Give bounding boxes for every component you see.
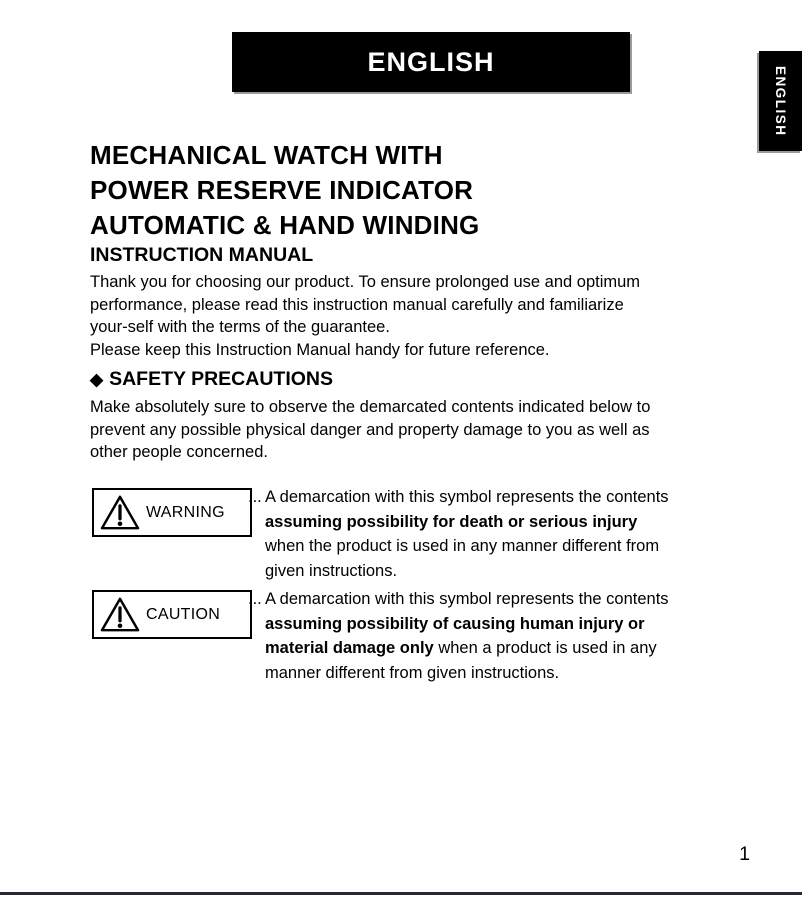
intro-paragraph [90,271,640,361]
warning-description [248,485,768,583]
footer-rule [0,892,802,895]
warning-label: WARNING [146,503,225,521]
page-title-line: AUTOMATIC & HAND WINDING [90,210,480,240]
safety-precautions-heading [90,368,333,391]
caution-text-line-mixed [265,636,768,661]
diamond-bullet-icon: ◆ [90,370,104,389]
warning-text-line: A demarcation with this symbol represents the contents [265,488,669,506]
body-text-line: Thank you for choosing our product. To ensure prolonged use and optimum [90,273,641,291]
caution-text-line: manner different from given instructions. [265,663,560,682]
caution-text-line: A demarcation with this symbol represents the contents [265,590,669,608]
warning-text-line-bold: assuming possibility for death or serious injury [265,512,638,531]
warning-description-lines [265,485,768,583]
language-banner-label: ENGLISH [367,46,495,77]
page-title [90,138,479,243]
body-text-line: Make absolutely sure to observe the demarcated contents indicated below to [90,398,651,416]
caution-text-regular-span: when a product is used in any [433,639,657,657]
body-text-line: prevent any possible physical danger and property damage to you as well as [90,420,650,439]
leader-dots: ... [248,488,262,506]
body-text-line: your-self with the terms of the guarantee. [90,318,390,336]
body-text-line: other people concerned. [90,443,268,461]
leader-dots: ... [248,590,262,608]
caution-description-lines [265,587,768,685]
language-side-tab [759,51,802,151]
body-text-line: Please keep this Instruction Manual handy for future reference. [90,340,550,359]
instruction-manual-heading: INSTRUCTION MANUAL [90,244,314,266]
safety-precautions-heading-label: SAFETY PRECAUTIONS [109,368,333,390]
caution-text-line-bold: assuming possibility of causing human injury or [265,614,645,633]
page-title-line: MECHANICAL WATCH WITH [90,140,443,170]
warning-text-line: given instructions. [265,561,398,580]
page-number: 1 [739,843,750,865]
caution-description [248,587,768,685]
warning-box [92,488,252,537]
language-side-tab-label: ENGLISH [773,65,788,137]
safety-paragraph [90,396,650,464]
warning-text-line: when the product is used in any manner different from [265,537,660,555]
page-title-line: POWER RESERVE INDICATOR [90,175,474,205]
caution-text-bold-span: material damage only [265,639,434,657]
warning-triangle-icon [99,494,141,532]
caution-box [92,590,252,639]
warning-triangle-icon [99,596,141,634]
body-text-line: performance, please read this instruction manual carefully and familiarize [90,295,624,314]
caution-label: CAUTION [146,605,221,623]
language-banner [232,32,630,92]
